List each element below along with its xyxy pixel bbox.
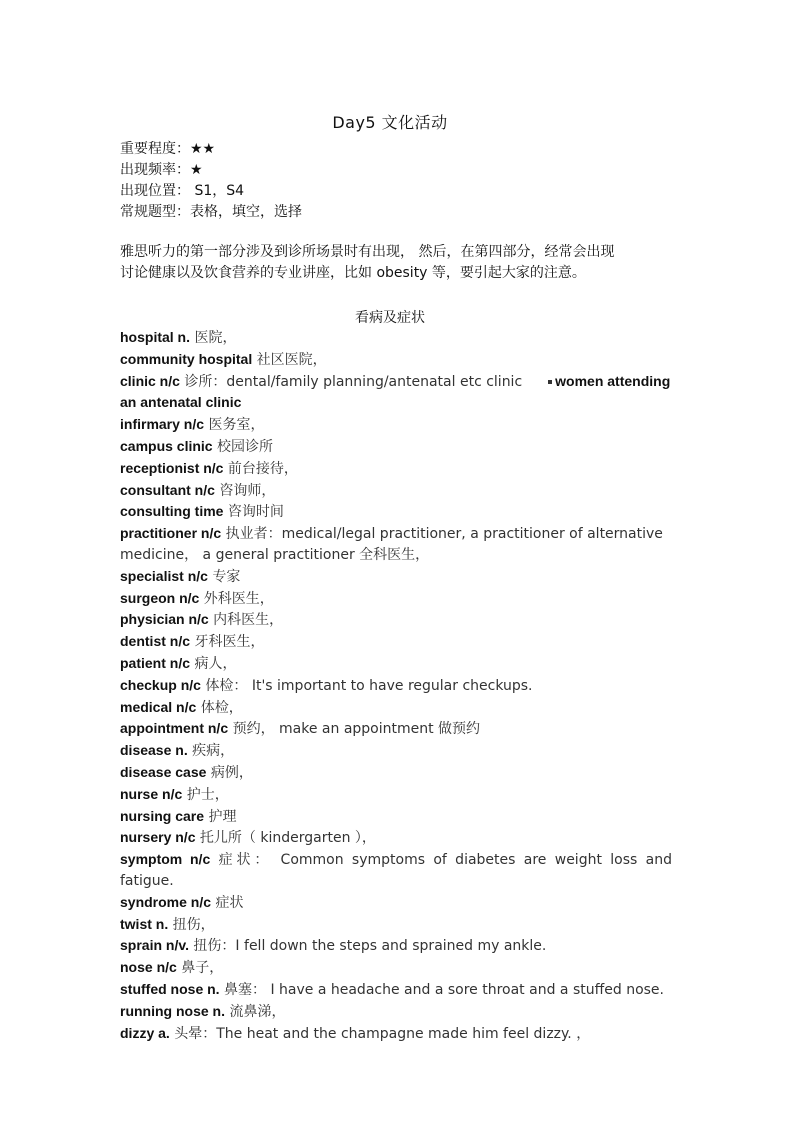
vocab-gloss: 诊所：dental/family planning/antenatal etc clinic [179,373,523,390]
vocab-entry-patient [120,653,672,675]
vocab-term: infirmary n/c [120,416,205,433]
vocab-term: campus clinic [120,437,213,454]
vocab-term: syndrome n/c [120,893,212,910]
vocab-gloss: 症状： Common symptoms of diabetes are weight loss and fatigue. [120,852,672,889]
vocab-gloss: 扭伤， [168,916,215,933]
meta-question-types: 常规题型：表格，填空，选择 [120,204,302,220]
vocab-term: hospital n. [120,329,190,345]
vocab-term: nursery n/c [120,829,196,846]
vocab-entry-symptom [120,849,672,892]
vocab-entry-medical [120,697,672,719]
vocab-term: patient n/c [120,654,191,671]
vocab-term: specialist n/c [120,567,208,584]
meta-block [120,139,302,223]
vocab-term: medical n/c [120,698,197,715]
vocab-entry-nursing-care [120,806,672,828]
vocab-term: symptom n/c [120,851,211,868]
vocab-entry-running-nose [120,1001,672,1023]
bullet-icon [548,380,552,384]
vocab-entry-hospital [120,327,672,349]
vocab-entry-clinic [120,371,672,415]
vocab-gloss: 护理 [204,808,237,825]
vocab-gloss: 预约， make an appointment 做预约 [228,721,481,738]
vocab-gloss: 鼻子， [176,960,224,977]
vocab-gloss: 外科医生， [199,590,274,607]
vocab-entry-checkup [120,675,672,697]
vocab-gloss: 执业者：medical/legal practitioner, a practitioner of alternative medicine， a general practitioner 全科医生， [120,526,663,563]
vocab-gloss: 症状 [211,894,244,911]
vocab-term: twist n. [120,915,169,932]
vocab-entry-appointment [120,718,672,740]
vocab-entry-disease-case [120,762,672,784]
vocab-gloss: 流鼻涕， [225,1003,286,1020]
page-title: Day5 文化活动 [332,113,448,132]
vocab-term: community hospital [120,350,253,367]
meta-position: 出现位置： S1，S4 [120,183,245,199]
intro-line: 讨论健康以及饮食营养的专业讲座，比如 obesity 等，要引起大家的注意。 [120,265,586,281]
vocab-gloss: 体检： It's important to have regular checkups. [200,677,533,694]
vocabulary-list [120,327,672,1044]
vocab-term: nursing care [120,807,205,824]
vocab-gloss: 扭伤：I fell down the steps and sprained my ankle. [188,938,547,955]
vocab-entry-practitioner [120,523,672,566]
vocab-term: practitioner n/c [120,525,222,542]
vocab-entry-consulting-time [120,501,672,523]
vocab-term: dizzy a. [120,1024,170,1041]
vocab-term: surgeon n/c [120,589,200,606]
vocab-example: women attending an antenatal clinic [120,372,671,411]
vocab-entry-consultant [120,480,672,502]
vocab-entry-campus-clinic [120,436,672,458]
meta-importance: 重要程度：★★ [120,141,216,157]
vocab-term: physician n/c [120,611,209,628]
vocab-term: stuffed nose n. [120,980,220,997]
vocab-gloss: 病人， [190,655,237,672]
section-title: 看病及症状 [355,310,425,326]
vocab-entry-syndrome [120,892,672,914]
intro-paragraph [120,242,680,284]
vocab-entry-disease [120,740,672,762]
vocab-entry-surgeon [120,588,672,610]
vocab-gloss: 前台接待， [223,460,298,477]
vocab-entry-dentist [120,631,672,653]
vocab-term: disease case [120,763,207,780]
vocab-gloss: 病例， [206,764,253,781]
vocab-term: appointment n/c [120,720,229,737]
vocab-gloss: 护士， [182,786,229,803]
vocab-gloss: 咨询时间 [223,504,284,521]
vocab-entry-twist [120,914,672,936]
vocab-gloss: 内科医生， [208,612,284,629]
vocab-entry-nursery [120,827,672,849]
vocab-term: nurse n/c [120,785,183,802]
vocab-term: nose n/c [120,959,177,976]
vocab-entry-dizzy [120,1023,672,1045]
vocab-gloss: 社区医院， [252,351,327,368]
vocab-entry-nose [120,957,672,979]
vocab-entry-sprain [120,935,672,957]
intro-line: 雅思听力的第一部分涉及到诊所场景时有出现， 然后，在第四部分，经常会出现 [120,244,615,260]
vocab-gloss: 专家 [207,568,241,585]
meta-frequency: 出现频率：★ [120,162,203,178]
vocab-gloss: 鼻塞： I have a headache and a sore throat and a stuffed nose. [219,981,664,998]
vocab-term: clinic n/c [120,372,180,389]
vocab-entry-infirmary [120,414,672,436]
vocab-entry-physician [120,609,672,631]
vocab-entry-nurse [120,784,672,806]
vocab-gloss: 咨询师， [214,482,276,499]
vocab-term: sprain n/v. [120,937,189,954]
vocab-term: consultant n/c [120,481,215,498]
vocab-gloss: 医院， [190,330,237,346]
vocab-entry-stuffed-nose [120,979,672,1001]
vocab-term: running nose n. [120,1002,225,1019]
vocab-gloss: 头晕：The heat and the champagne made him feel dizzy. ， [169,1025,591,1042]
vocab-gloss: 托儿所（ kindergarten ）， [195,830,376,847]
vocab-term: dentist n/c [120,633,191,650]
vocab-term: disease n. [120,742,188,759]
vocab-term: consulting time [120,503,224,520]
vocab-gloss: 牙科医生， [190,634,265,651]
vocab-term: checkup n/c [120,676,201,693]
vocab-gloss: 校园诊所 [212,438,274,455]
vocab-gloss: 疾病， [187,743,235,760]
vocab-gloss: 医务室， [204,417,265,434]
vocab-gloss: 体检， [196,699,243,716]
vocab-entry-community-hospital [120,349,672,371]
vocab-entry-receptionist [120,458,672,480]
vocab-term: receptionist n/c [120,459,224,476]
vocab-entry-specialist [120,566,672,588]
